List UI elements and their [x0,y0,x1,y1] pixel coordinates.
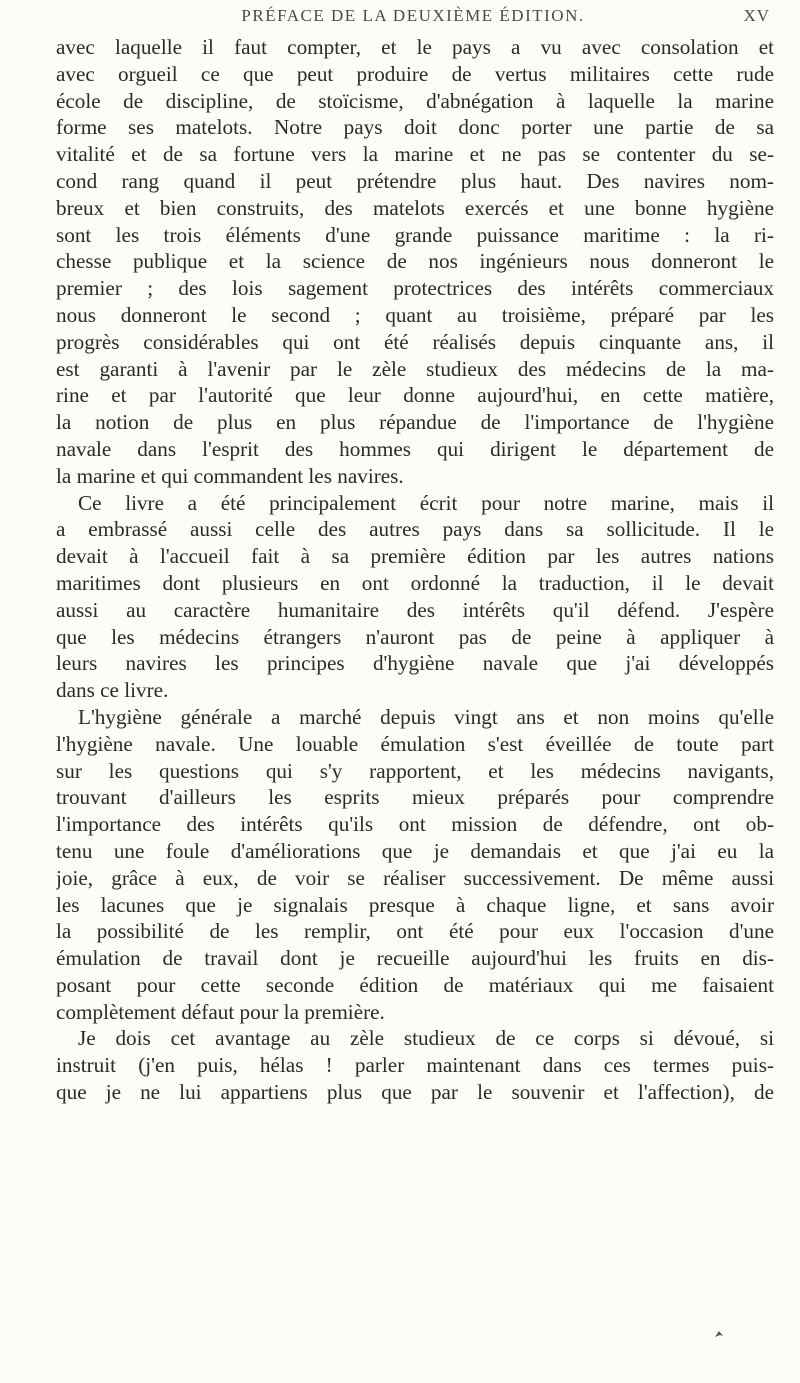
text-line: Ce livre a été principalement écrit pour notre marine, mais il [78,490,774,515]
text-line: posant pour cette seconde édition de matériaux qui me faisaient [56,972,774,997]
text-line: avec orgueil ce que peut produire de vertus militaires cette rude [56,61,774,86]
text-line: avec laquelle il faut compter, et le pays a vu avec consolation et [56,35,774,59]
text-line: nous donneront le second ; quant au troisième, préparé par les [56,302,774,327]
text-line: émulation de travail dont je recueille aujourd'hui les fruits en dis- [56,946,774,971]
text-line: instruit (j'en puis, hélas ! parler maintenant dans ces termes puis- [56,1053,774,1078]
text-line: L'hygiène générale a marché depuis vingt ans et non moins qu'elle [78,704,774,729]
text-line: l'importance des intérêts qu'ils ont mission de défendre, ont ob- [56,812,774,837]
text-line: complètement défaut pour la première. [56,999,385,1024]
text-line: a embrassé aussi celle des autres pays dans sa sollicitude. Il le [56,517,774,542]
text-line: est garanti à l'avenir par le zèle studieux des médecins de la ma- [56,356,774,381]
text-line: que je ne lui appartiens plus que par le souvenir et l'affection), de [56,1080,774,1105]
text-line: chesse publique et la science de nos ingénieurs nous donneront le [56,249,774,274]
text-line: que les médecins étrangers n'auront pas de peine à appliquer à [56,624,774,649]
text-line: tenu une foule d'améliorations que je demandais et que j'ai eu la [56,838,774,863]
text-line: breux et bien construits, des matelots exercés et une bonne hygiène [56,195,774,220]
ink-mark-icon [713,1328,725,1340]
page-header [56,6,770,34]
running-title: PRÉFACE DE LA DEUXIÈME ÉDITION. [241,6,585,25]
text-line: dans ce livre. [56,678,169,703]
text-line: joie, grâce à eux, de voir se réaliser successivement. De même aussi [56,865,774,890]
text-line: Je dois cet avantage au zèle studieux de ce corps si dévoué, si [78,1026,774,1051]
page-number: XV [743,6,770,25]
text-line: trouvant d'ailleurs les esprits mieux préparés pour comprendre [56,785,774,810]
body-text [56,34,774,1106]
text-line: leurs navires les principes d'hygiène navale que j'ai développés [56,651,774,676]
text-line: l'hygiène navale. Une louable émulation s'est éveillée de toute part [56,731,774,756]
text-line: devait à l'accueil fait à sa première édition par les autres nations [56,544,774,569]
text-line: la marine et qui commandent les navires. [56,463,404,488]
text-line: les lacunes que je signalais presque à chaque ligne, et sans avoir [56,892,774,917]
text-line: sur les questions qui s'y rapportent, et les médecins navigants, [56,758,774,783]
text-line: maritimes dont plusieurs en ont ordonné la traduction, il le devait [56,570,774,595]
text-line: aussi au caractère humanitaire des intérêts qu'il défend. J'espère [56,597,774,622]
text-line: la notion de plus en plus répandue de l'importance de l'hygiène [56,410,774,435]
text-line: progrès considérables qui ont été réalisés depuis cinquante ans, il [56,329,774,354]
text-line: rine et par l'autorité que leur donne aujourd'hui, en cette matière, [56,383,774,408]
text-line: premier ; des lois sagement protectrices des intérêts commerciaux [56,276,774,301]
text-line: la possibilité de les remplir, ont été pour eux l'occasion d'une [56,919,774,944]
text-line: navale dans l'esprit des hommes qui dirigent le département de [56,436,774,461]
text-line: cond rang quand il peut prétendre plus haut. Des navires nom- [56,168,774,193]
text-line: école de discipline, de stoïcisme, d'abnégation à laquelle la marine [56,88,774,113]
text-line: sont les trois éléments d'une grande puissance maritime : la ri- [56,222,774,247]
text-line: forme ses matelots. Notre pays doit donc porter une partie de sa [56,115,774,140]
text-line: vitalité et de sa fortune vers la marine et ne pas se contenter du se- [56,142,774,167]
